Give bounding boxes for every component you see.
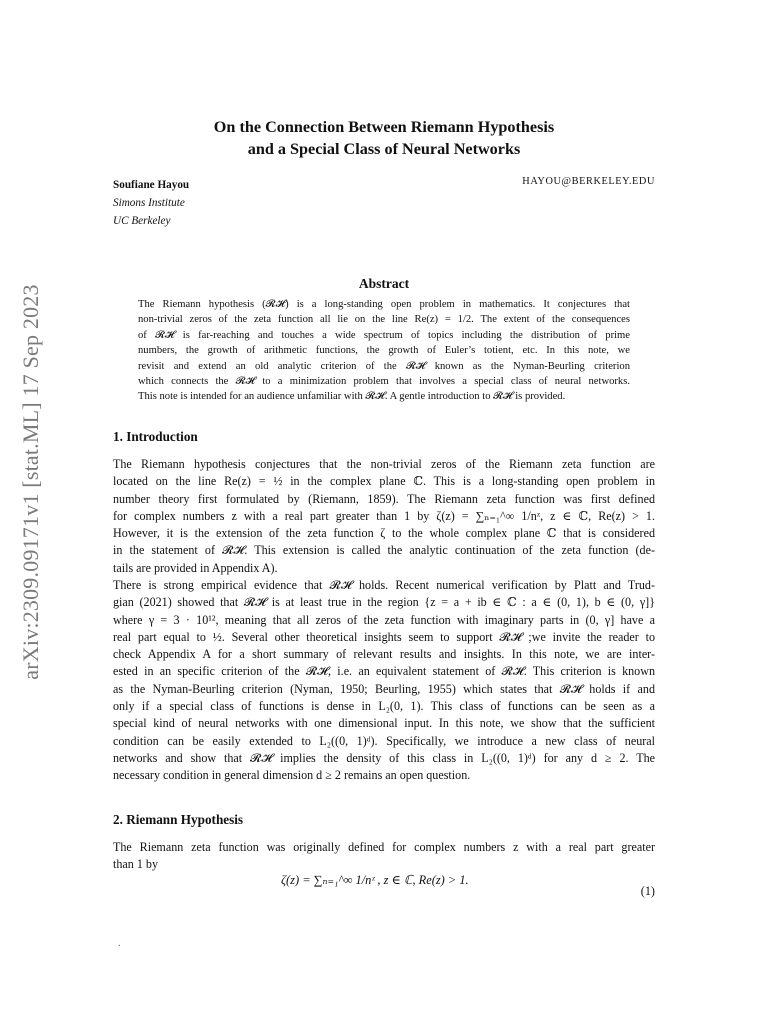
body-line: The Riemann zeta function was originally defined for complex numbers z with a real part greater (113, 840, 655, 854)
section-2-heading: 2. Riemann Hypothesis (113, 812, 244, 827)
body-line: located on the line Re(z) = ½ in the complex plane ℂ. This is a long-standing open problem in (113, 474, 655, 489)
body-line: for complex numbers z with a real part greater than 1 by ζ(z) = ∑ₙ₌₁^∞ 1/nᶻ, z ∈ ℂ, Re(z) > 1. (113, 508, 655, 523)
abstract-line: non-trivial zeros of the zeta function all lie on the line Re(z) = 1/2. The extent of the consequences (138, 314, 630, 326)
author-affiliation-1: Simons Institute (113, 197, 185, 209)
abstract-body (138, 297, 630, 405)
abstract-line: numbers, the growth of arithmetic functions, the growth of Euler’s totient, etc. In this note, we (138, 345, 630, 357)
section-1-paragraph-1 (113, 456, 655, 577)
author-email: HAYOU@BERKELEY.EDU (522, 176, 655, 187)
title-line-2: and a Special Class of Neural Networks (247, 140, 521, 158)
body-line: However, it is the extension of the zeta function ζ to the whole complex plane ℂ that is considered (113, 526, 655, 541)
body-line: in the statement of 𝓡𝓗. This extension is called the analytic continuation of the zeta function (de- (113, 543, 655, 558)
author-affiliation-2: UC Berkeley (113, 215, 171, 227)
paper-title (0, 116, 768, 160)
body-line: as the Nyman-Beurling criterion (Nyman, 1950; Beurling, 1955) which states that 𝓡𝓗 holds if and (113, 681, 655, 696)
body-line: ested in an specific criterion of the 𝓡𝓗, i.e. an equivalent statement of 𝓡𝓗. This criterion is known (113, 664, 655, 679)
body-line: condition can be easily extended to L₂((0, 1)ᵈ). Specifically, we introduce a new class of neural (113, 733, 655, 748)
body-line: tails are provided in Appendix A). (113, 560, 278, 575)
body-line: There is strong empirical evidence that 𝓡𝓗 holds. Recent numerical verification by Platt and Trud- (113, 578, 655, 592)
body-line: than 1 by (113, 857, 159, 872)
abstract-line: revisit and extend an old analytic criterion of the 𝓡𝓗 known as the Nyman-Beurling criterion (138, 360, 630, 372)
body-line: only if a special class of functions is dense in L₂(0, 1). This class of functions can be seen as a (113, 699, 655, 714)
body-line: special kind of neural networks with one dimensional input. In this note, we show that the sufficient (113, 716, 655, 731)
body-line: where γ = 3 · 10¹², meaning that all zeros of the zeta function with imaginary parts in (0, γ] have a (113, 612, 655, 627)
equation-1 (113, 872, 655, 920)
body-line: gian (2021) showed that 𝓡𝓗 is at least true in the region {z = a + ib ∈ ℂ : a ∈ (0, 1), b ∈ (0, γ]} (113, 595, 655, 610)
author-name: Soufiane Hayou (113, 179, 190, 191)
author-block (113, 176, 189, 230)
title-line-1: On the Connection Between Riemann Hypothesis (213, 118, 555, 136)
equation-body: ζ(z) = ∑ₙ₌₁^∞ 1/nᶻ , z ∈ ℂ, Re(z) > 1. (281, 873, 469, 887)
body-line: check Appendix A for a short summary of relevant results and insights. In this note, we are inter- (113, 647, 655, 662)
body-line: necessary condition in general dimension d ≥ 2 remains an open question. (113, 768, 471, 783)
arxiv-identifier: arXiv:2309.09171v1 [stat.ML] 17 Sep 2023 (18, 284, 43, 680)
abstract-heading: Abstract (358, 276, 410, 291)
equation-number: (1) (640, 884, 655, 898)
abstract-line: of 𝓡𝓗 is far-reaching and touches a wide spectrum of topics including the distribution of prime (138, 329, 630, 341)
abstract-line: This note is intended for an audience unfamiliar with 𝓡𝓗. A gentle introduction to 𝓡𝓗 is provided. (138, 391, 566, 403)
abstract-line: The Riemann hypothesis (𝓡𝓗) is a long-standing open problem in mathematics. It conjectures that (138, 299, 630, 310)
body-line: number theory first formulated by (Riemann, 1859). The Riemann zeta function was first defined (113, 491, 655, 506)
arxiv-sidebar (9, 268, 53, 696)
body-line: real part equal to ½. Several other theoretical insights seem to support 𝓡𝓗 ;we invite the reader to (113, 629, 655, 644)
section-2-paragraph-1 (113, 839, 655, 874)
footer-mark: . (118, 938, 121, 949)
section-1-heading: 1. Introduction (113, 429, 198, 444)
body-line: The Riemann hypothesis conjectures that the non-trivial zeros of the Riemann zeta function are (113, 457, 655, 471)
section-1-paragraph-2 (113, 577, 655, 785)
abstract-line: which connects the 𝓡𝓗 to a minimization problem that involves a special class of neural networks. (138, 376, 630, 388)
body-line: networks and show that 𝓡𝓗 implies the density of this class in L₂((0, 1)ᵈ) for any d ≥ 2. The (113, 750, 655, 765)
